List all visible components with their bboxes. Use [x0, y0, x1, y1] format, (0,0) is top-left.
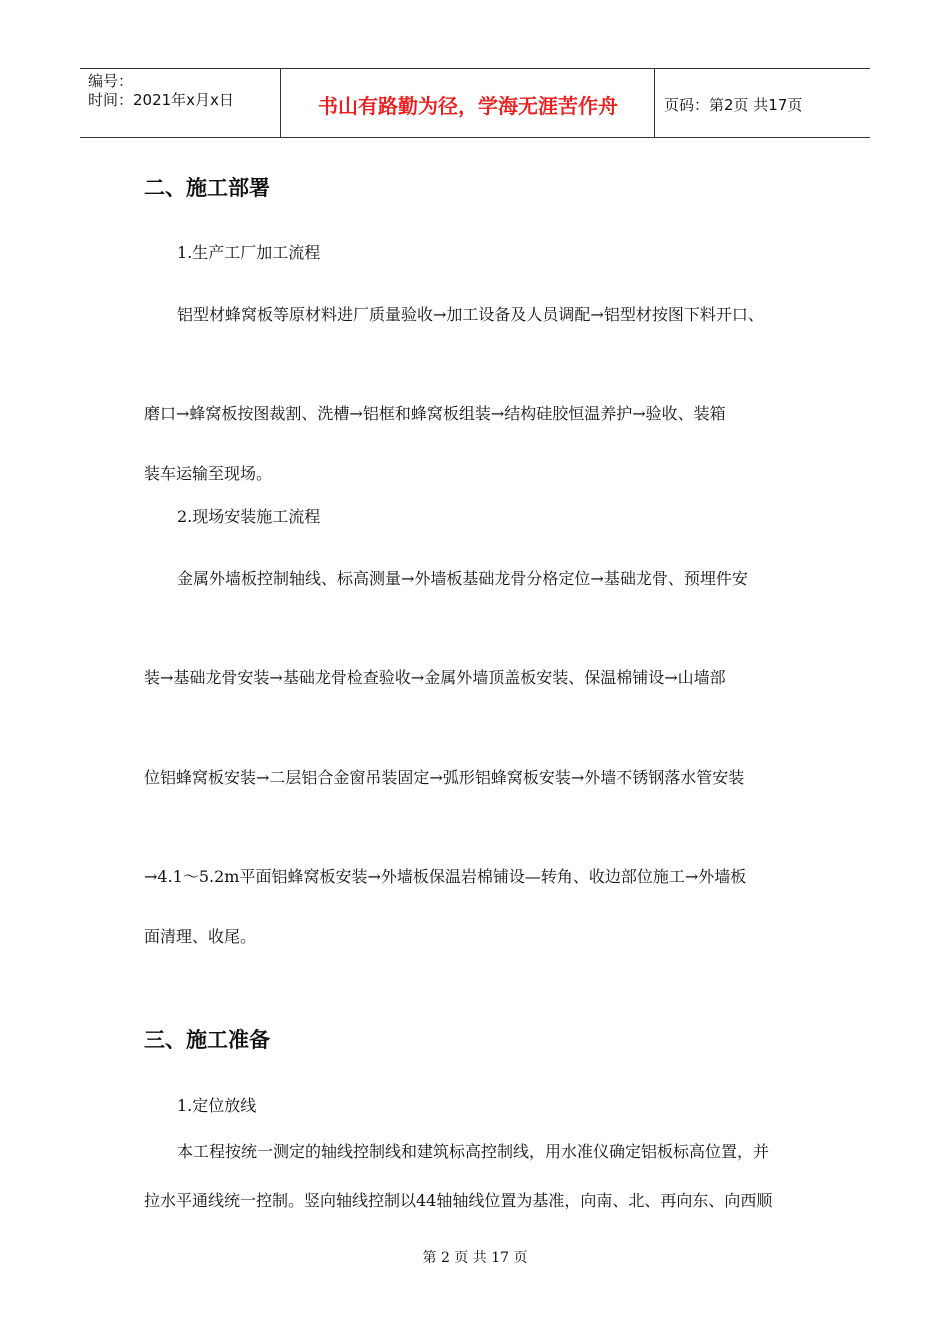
header-page-info: 页码：第2页 共17页 [664, 96, 803, 114]
flow-1-line-1: 铝型材蜂窝板等原材料进厂质量验收→加工设备及人员调配→铝型材按图下料开口、 [177, 305, 764, 324]
header-divider [280, 69, 281, 137]
time-label: 时间：2021年x月x日 [88, 91, 234, 109]
page-footer: 第 2 页 共 17 页 [422, 1250, 528, 1266]
flow-2-line-2: 装→基础龙骨安装→基础龙骨检查验收→金属外墙顶盖板安装、保温棉铺设→山墙部 [144, 668, 726, 687]
number-label: 编号： [88, 72, 134, 90]
flow-1-line-3: 装车运输至现场。 [144, 464, 273, 483]
flow-1-line-2: 磨口→蜂窝板按图裁割、洗槽→铝框和蜂窝板组装→结构硅胶恒温养护→验收、装箱 [144, 404, 726, 423]
flow-2-line-3: 位铝蜂窝板安装→二层铝合金窗吊装固定→弧形铝蜂窝板安装→外墙不锈钢落水管安装 [144, 768, 745, 787]
flow-2-line-5: 面清理、收尾。 [144, 927, 257, 946]
header-motto: 书山有路勤为径，学海无涯苦作舟 [318, 94, 618, 118]
subsection-2-title: 2.现场安装施工流程 [177, 507, 321, 526]
paragraph-3-line-2: 拉水平通线统一控制。竖向轴线控制以44轴轴线位置为基准，向南、北、再向东、向西顺 [144, 1191, 773, 1210]
subsection-3-title: 1.定位放线 [177, 1096, 257, 1115]
section-2-title: 二、施工部署 [144, 176, 270, 200]
subsection-1-title: 1.生产工厂加工流程 [177, 243, 321, 262]
flow-2-line-4: →4.1～5.2m平面铝蜂窝板安装→外墙板保温岩棉铺设—转角、收边部位施工→外墙板 [144, 867, 747, 886]
section-3-title: 三、施工准备 [144, 1028, 270, 1052]
header-divider [654, 69, 655, 137]
flow-2-line-1: 金属外墙板控制轴线、标高测量→外墙板基础龙骨分格定位→基础龙骨、预埋件安 [177, 569, 748, 588]
header-meta [88, 72, 234, 110]
page-header [80, 68, 870, 138]
paragraph-3-line-1: 本工程按统一测定的轴线控制线和建筑标高控制线，用水准仪确定铝板标高位置，并 [177, 1142, 770, 1161]
